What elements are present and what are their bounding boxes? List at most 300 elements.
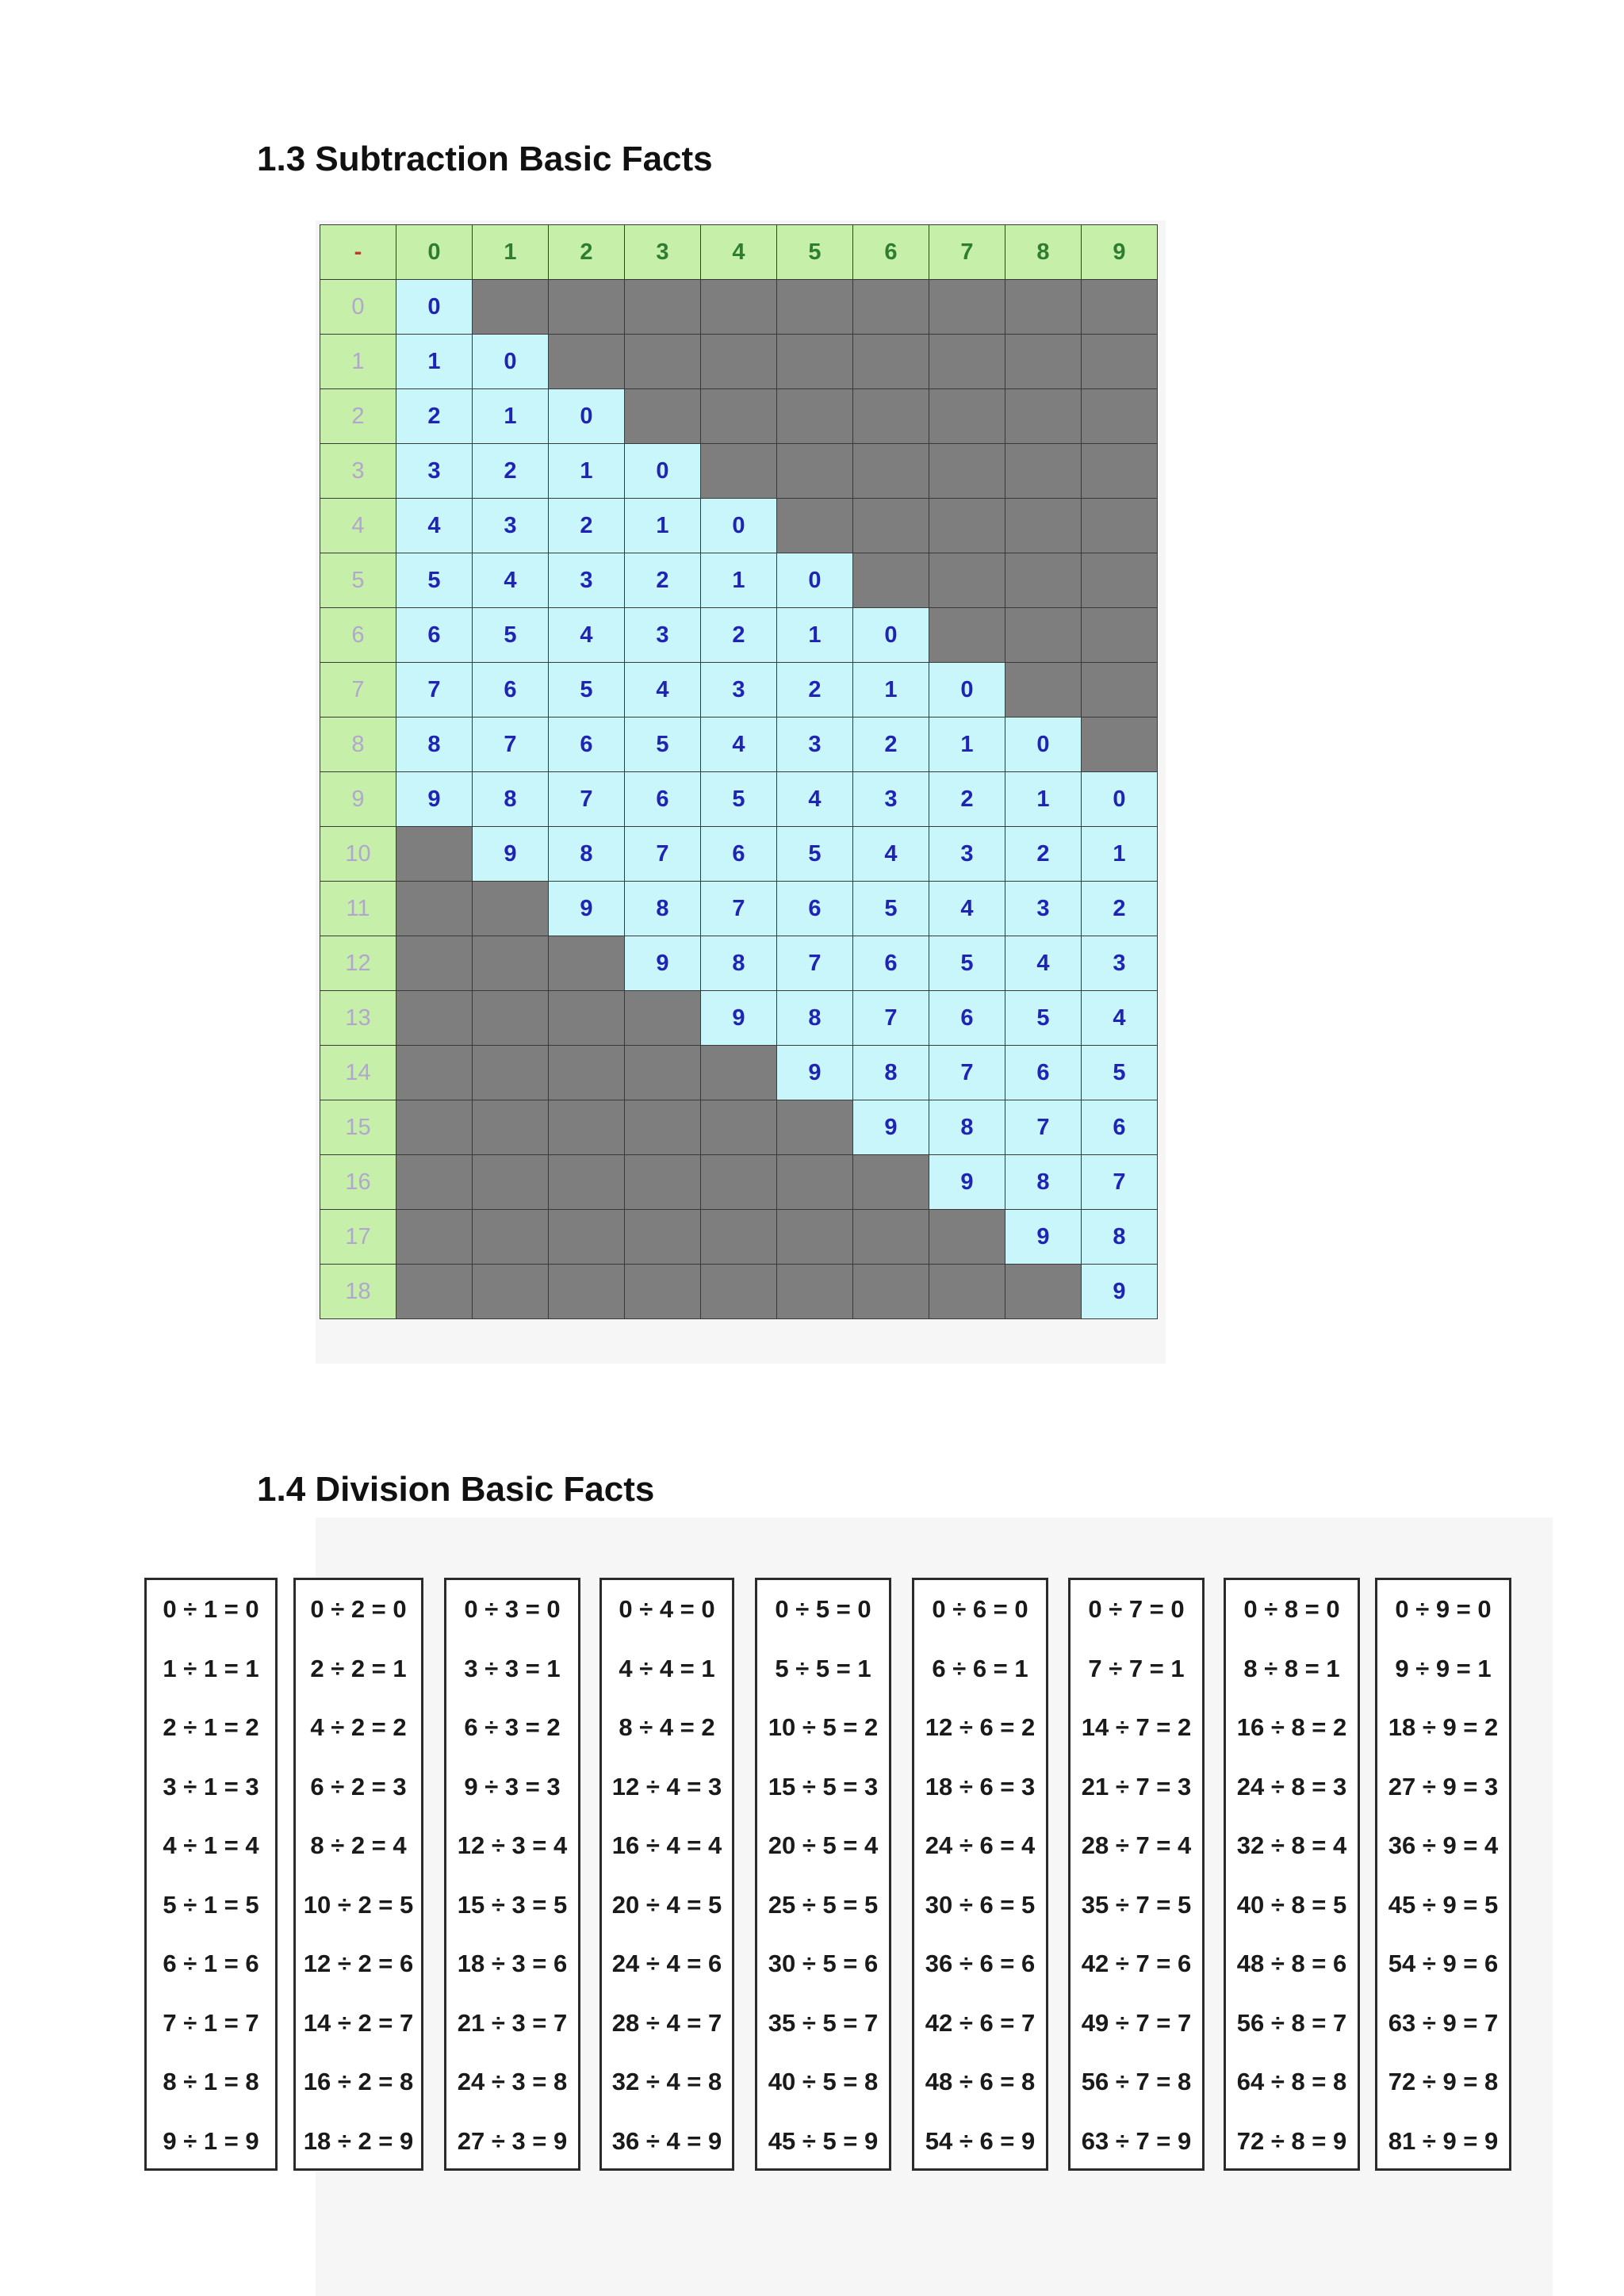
empty-cell — [1005, 335, 1082, 389]
difference-cell: 8 — [473, 772, 549, 827]
division-fact: 18 ÷ 9 = 2 — [1388, 1713, 1499, 1741]
division-fact: 48 ÷ 8 = 6 — [1236, 1950, 1347, 1977]
difference-cell: 6 — [853, 936, 929, 991]
empty-cell — [1005, 553, 1082, 608]
empty-cell — [1005, 444, 1082, 499]
division-fact: 21 ÷ 3 = 7 — [457, 2008, 568, 2037]
division-fact: 24 ÷ 6 = 4 — [925, 1831, 1036, 1859]
empty-cell — [777, 499, 853, 553]
division-fact: 36 ÷ 4 = 9 — [611, 2126, 722, 2155]
subtraction-row — [320, 991, 1158, 1046]
row-header-cell: 4 — [320, 499, 396, 553]
division-fact: 9 ÷ 9 = 1 — [1395, 1654, 1492, 1682]
difference-cell: 8 — [549, 827, 625, 882]
division-fact: 45 ÷ 5 = 9 — [768, 2126, 879, 2155]
difference-cell: 9 — [929, 1155, 1005, 1210]
empty-cell — [853, 1155, 929, 1210]
difference-cell: 6 — [473, 663, 549, 718]
empty-cell — [396, 991, 473, 1046]
division-fact: 42 ÷ 6 = 7 — [925, 2008, 1036, 2037]
empty-cell — [396, 936, 473, 991]
division-fact: 16 ÷ 4 = 4 — [611, 1831, 722, 1859]
empty-cell — [549, 1265, 625, 1319]
row-header-cell: 8 — [320, 718, 396, 772]
difference-cell: 5 — [625, 718, 701, 772]
difference-cell: 0 — [1082, 772, 1158, 827]
difference-cell: 1 — [853, 663, 929, 718]
difference-cell: 8 — [1005, 1155, 1082, 1210]
subtraction-header-row — [320, 225, 1158, 280]
empty-cell — [929, 499, 1005, 553]
difference-cell: 7 — [396, 663, 473, 718]
division-fact-box — [1375, 1578, 1511, 2171]
empty-cell — [625, 991, 701, 1046]
empty-cell — [701, 280, 777, 335]
column-header-cell: 4 — [701, 225, 777, 280]
division-fact: 14 ÷ 2 = 7 — [303, 2008, 414, 2037]
difference-cell: 5 — [853, 882, 929, 936]
division-fact: 0 ÷ 4 = 0 — [619, 1595, 715, 1623]
division-fact: 7 ÷ 7 = 1 — [1088, 1654, 1185, 1682]
difference-cell: 0 — [396, 280, 473, 335]
division-fact: 54 ÷ 6 = 9 — [925, 2126, 1036, 2155]
row-header-cell: 9 — [320, 772, 396, 827]
empty-cell — [396, 1046, 473, 1100]
difference-cell: 6 — [396, 608, 473, 663]
division-fact: 1 ÷ 1 = 1 — [163, 1654, 259, 1682]
row-header-cell: 3 — [320, 444, 396, 499]
difference-cell: 2 — [396, 389, 473, 444]
division-fact: 63 ÷ 9 = 7 — [1388, 2008, 1499, 2037]
empty-cell — [473, 936, 549, 991]
division-fact: 15 ÷ 5 = 3 — [768, 1772, 879, 1800]
difference-cell: 5 — [1005, 991, 1082, 1046]
division-fact: 35 ÷ 7 = 5 — [1081, 1890, 1192, 1919]
empty-cell — [1082, 553, 1158, 608]
difference-cell: 2 — [473, 444, 549, 499]
division-fact: 18 ÷ 2 = 9 — [303, 2126, 414, 2155]
empty-cell — [625, 1100, 701, 1155]
difference-cell: 1 — [625, 499, 701, 553]
subtraction-section-heading: 1.3 Subtraction Basic Facts — [257, 140, 713, 178]
column-header-cell: 0 — [396, 225, 473, 280]
division-fact: 40 ÷ 8 = 5 — [1236, 1890, 1347, 1919]
empty-cell — [929, 280, 1005, 335]
division-fact: 8 ÷ 2 = 4 — [310, 1831, 407, 1859]
empty-cell — [473, 1155, 549, 1210]
empty-cell — [701, 1046, 777, 1100]
difference-cell: 0 — [929, 663, 1005, 718]
empty-cell — [929, 1265, 1005, 1319]
column-header-cell: 5 — [777, 225, 853, 280]
empty-cell — [701, 1210, 777, 1265]
difference-cell: 3 — [1082, 936, 1158, 991]
empty-cell — [1005, 389, 1082, 444]
division-fact: 6 ÷ 3 = 2 — [464, 1713, 561, 1741]
empty-cell — [473, 1210, 549, 1265]
row-header-cell: 6 — [320, 608, 396, 663]
difference-cell: 6 — [625, 772, 701, 827]
empty-cell — [549, 1046, 625, 1100]
empty-cell — [549, 335, 625, 389]
empty-cell — [1005, 499, 1082, 553]
empty-cell — [1005, 1265, 1082, 1319]
division-fact: 72 ÷ 8 = 9 — [1236, 2126, 1347, 2155]
row-header-cell: 2 — [320, 389, 396, 444]
subtraction-row — [320, 772, 1158, 827]
difference-cell: 4 — [929, 882, 1005, 936]
difference-cell: 6 — [929, 991, 1005, 1046]
division-fact: 54 ÷ 9 = 6 — [1388, 1950, 1499, 1977]
row-header-cell: 13 — [320, 991, 396, 1046]
division-fact: 4 ÷ 4 = 1 — [619, 1654, 715, 1682]
subtraction-row — [320, 553, 1158, 608]
difference-cell: 7 — [625, 827, 701, 882]
empty-cell — [473, 1100, 549, 1155]
division-fact: 45 ÷ 9 = 5 — [1388, 1890, 1499, 1919]
empty-cell — [549, 991, 625, 1046]
difference-cell: 7 — [1082, 1155, 1158, 1210]
division-fact: 12 ÷ 3 = 4 — [457, 1831, 568, 1859]
difference-cell: 2 — [853, 718, 929, 772]
division-fact: 14 ÷ 7 = 2 — [1081, 1713, 1192, 1741]
division-fact: 81 ÷ 9 = 9 — [1388, 2126, 1499, 2155]
division-fact: 32 ÷ 4 = 8 — [611, 2068, 722, 2095]
division-fact: 0 ÷ 2 = 0 — [310, 1595, 407, 1623]
subtraction-row — [320, 1155, 1158, 1210]
difference-cell: 9 — [549, 882, 625, 936]
difference-cell: 5 — [701, 772, 777, 827]
difference-cell: 9 — [777, 1046, 853, 1100]
division-fact: 9 ÷ 1 = 9 — [163, 2126, 259, 2155]
difference-cell: 2 — [929, 772, 1005, 827]
row-header-cell: 11 — [320, 882, 396, 936]
difference-cell: 4 — [701, 718, 777, 772]
division-fact: 0 ÷ 6 = 0 — [932, 1595, 1028, 1623]
difference-cell: 9 — [701, 991, 777, 1046]
difference-cell: 7 — [929, 1046, 1005, 1100]
division-fact: 36 ÷ 6 = 6 — [925, 1950, 1036, 1977]
empty-cell — [701, 1100, 777, 1155]
division-fact: 72 ÷ 9 = 8 — [1388, 2068, 1499, 2095]
difference-cell: 5 — [549, 663, 625, 718]
column-header-cell: 2 — [549, 225, 625, 280]
difference-cell: 9 — [1005, 1210, 1082, 1265]
empty-cell — [1082, 389, 1158, 444]
difference-cell: 9 — [625, 936, 701, 991]
difference-cell: 8 — [1082, 1210, 1158, 1265]
empty-cell — [1082, 499, 1158, 553]
empty-cell — [777, 335, 853, 389]
division-fact: 16 ÷ 8 = 2 — [1236, 1713, 1347, 1741]
empty-cell — [853, 1210, 929, 1265]
row-header-cell: 16 — [320, 1155, 396, 1210]
empty-cell — [777, 280, 853, 335]
difference-cell: 8 — [625, 882, 701, 936]
difference-cell: 1 — [396, 335, 473, 389]
division-fact: 3 ÷ 1 = 3 — [163, 1772, 259, 1800]
empty-cell — [396, 827, 473, 882]
difference-cell: 6 — [701, 827, 777, 882]
empty-cell — [853, 444, 929, 499]
division-fact: 24 ÷ 8 = 3 — [1236, 1772, 1347, 1800]
division-fact: 35 ÷ 5 = 7 — [768, 2008, 879, 2037]
empty-cell — [396, 1210, 473, 1265]
division-fact: 0 ÷ 3 = 0 — [464, 1595, 561, 1623]
column-header-cell: 3 — [625, 225, 701, 280]
empty-cell — [625, 335, 701, 389]
division-fact: 5 ÷ 1 = 5 — [163, 1890, 259, 1919]
division-fact: 8 ÷ 8 = 1 — [1243, 1654, 1340, 1682]
difference-cell: 3 — [929, 827, 1005, 882]
division-fact-box — [444, 1578, 580, 2171]
row-header-cell: 14 — [320, 1046, 396, 1100]
difference-cell: 5 — [929, 936, 1005, 991]
division-fact: 0 ÷ 1 = 0 — [163, 1595, 259, 1623]
division-fact: 16 ÷ 2 = 8 — [303, 2068, 414, 2095]
difference-cell: 7 — [701, 882, 777, 936]
row-header-cell: 1 — [320, 335, 396, 389]
difference-cell: 7 — [853, 991, 929, 1046]
division-fact: 9 ÷ 3 = 3 — [464, 1772, 561, 1800]
empty-cell — [1005, 608, 1082, 663]
difference-cell: 2 — [1005, 827, 1082, 882]
difference-cell: 3 — [396, 444, 473, 499]
division-fact-box — [144, 1578, 278, 2171]
empty-cell — [549, 936, 625, 991]
empty-cell — [929, 335, 1005, 389]
division-fact-box — [912, 1578, 1048, 2171]
empty-cell — [1082, 444, 1158, 499]
division-fact: 12 ÷ 4 = 3 — [611, 1772, 722, 1800]
row-header-cell: 15 — [320, 1100, 396, 1155]
difference-cell: 8 — [777, 991, 853, 1046]
difference-cell: 0 — [1005, 718, 1082, 772]
difference-cell: 1 — [777, 608, 853, 663]
division-fact: 15 ÷ 3 = 5 — [457, 1890, 568, 1919]
subtraction-row — [320, 882, 1158, 936]
empty-cell — [929, 389, 1005, 444]
difference-cell: 0 — [777, 553, 853, 608]
empty-cell — [853, 1265, 929, 1319]
empty-cell — [929, 608, 1005, 663]
empty-cell — [1082, 718, 1158, 772]
difference-cell: 1 — [473, 389, 549, 444]
subtraction-row — [320, 827, 1158, 882]
difference-cell: 5 — [1082, 1046, 1158, 1100]
empty-cell — [625, 1210, 701, 1265]
difference-cell: 4 — [625, 663, 701, 718]
difference-cell: 7 — [549, 772, 625, 827]
difference-cell: 5 — [396, 553, 473, 608]
difference-cell: 2 — [777, 663, 853, 718]
division-fact: 28 ÷ 7 = 4 — [1081, 1831, 1192, 1859]
empty-cell — [777, 1265, 853, 1319]
subtraction-row — [320, 499, 1158, 553]
subtraction-facts-table — [320, 224, 1158, 1319]
empty-cell — [701, 1265, 777, 1319]
difference-cell: 8 — [853, 1046, 929, 1100]
difference-cell: 4 — [1082, 991, 1158, 1046]
difference-cell: 6 — [1082, 1100, 1158, 1155]
division-fact: 32 ÷ 8 = 4 — [1236, 1831, 1347, 1859]
empty-cell — [1082, 280, 1158, 335]
difference-cell: 3 — [1005, 882, 1082, 936]
difference-cell: 3 — [853, 772, 929, 827]
division-fact: 0 ÷ 8 = 0 — [1243, 1595, 1340, 1623]
division-fact: 36 ÷ 9 = 4 — [1388, 1831, 1499, 1859]
difference-cell: 7 — [777, 936, 853, 991]
empty-cell — [625, 280, 701, 335]
difference-cell: 2 — [549, 499, 625, 553]
division-fact-box — [599, 1578, 734, 2171]
division-fact: 18 ÷ 6 = 3 — [925, 1772, 1036, 1800]
empty-cell — [396, 1155, 473, 1210]
difference-cell: 2 — [701, 608, 777, 663]
difference-cell: 1 — [701, 553, 777, 608]
division-fact: 64 ÷ 8 = 8 — [1236, 2068, 1347, 2095]
division-fact: 63 ÷ 7 = 9 — [1081, 2126, 1192, 2155]
difference-cell: 7 — [473, 718, 549, 772]
empty-cell — [777, 1210, 853, 1265]
empty-cell — [1082, 335, 1158, 389]
empty-cell — [777, 1100, 853, 1155]
division-fact: 42 ÷ 7 = 6 — [1081, 1950, 1192, 1977]
empty-cell — [853, 335, 929, 389]
difference-cell: 4 — [396, 499, 473, 553]
column-header-cell: 9 — [1082, 225, 1158, 280]
division-fact: 0 ÷ 5 = 0 — [775, 1595, 871, 1623]
empty-cell — [396, 1100, 473, 1155]
division-fact: 6 ÷ 6 = 1 — [932, 1654, 1028, 1682]
difference-cell: 3 — [549, 553, 625, 608]
empty-cell — [1005, 663, 1082, 718]
subtraction-row — [320, 1100, 1158, 1155]
empty-cell — [625, 389, 701, 444]
empty-cell — [929, 1210, 1005, 1265]
difference-cell: 8 — [396, 718, 473, 772]
difference-cell: 9 — [396, 772, 473, 827]
subtraction-row — [320, 608, 1158, 663]
empty-cell — [929, 553, 1005, 608]
division-fact: 49 ÷ 7 = 7 — [1081, 2008, 1192, 2037]
difference-cell: 2 — [625, 553, 701, 608]
difference-cell: 0 — [701, 499, 777, 553]
division-fact: 21 ÷ 7 = 3 — [1081, 1772, 1192, 1800]
column-header-cell: 1 — [473, 225, 549, 280]
subtraction-row — [320, 1046, 1158, 1100]
subtraction-corner-cell: - — [320, 225, 396, 280]
empty-cell — [396, 1265, 473, 1319]
empty-cell — [777, 444, 853, 499]
division-fact: 27 ÷ 9 = 3 — [1388, 1772, 1499, 1800]
division-fact: 6 ÷ 1 = 6 — [163, 1950, 259, 1977]
difference-cell: 7 — [1005, 1100, 1082, 1155]
difference-cell: 9 — [1082, 1265, 1158, 1319]
subtraction-row — [320, 444, 1158, 499]
difference-cell: 3 — [625, 608, 701, 663]
division-fact-box — [293, 1578, 423, 2171]
empty-cell — [853, 389, 929, 444]
division-fact: 12 ÷ 2 = 6 — [303, 1950, 414, 1977]
division-fact: 24 ÷ 4 = 6 — [611, 1950, 722, 1977]
division-fact-box — [1068, 1578, 1205, 2171]
difference-cell: 3 — [701, 663, 777, 718]
division-fact-box — [755, 1578, 891, 2171]
column-header-cell: 7 — [929, 225, 1005, 280]
empty-cell — [396, 882, 473, 936]
empty-cell — [473, 280, 549, 335]
difference-cell: 4 — [1005, 936, 1082, 991]
division-fact-box — [1224, 1578, 1360, 2171]
difference-cell: 8 — [929, 1100, 1005, 1155]
empty-cell — [701, 335, 777, 389]
subtraction-row — [320, 335, 1158, 389]
difference-cell: 0 — [625, 444, 701, 499]
division-fact: 20 ÷ 5 = 4 — [768, 1831, 879, 1859]
division-fact: 24 ÷ 3 = 8 — [457, 2068, 568, 2095]
column-header-cell: 8 — [1005, 225, 1082, 280]
empty-cell — [1082, 608, 1158, 663]
column-header-cell: 6 — [853, 225, 929, 280]
row-header-cell: 7 — [320, 663, 396, 718]
division-fact: 10 ÷ 5 = 2 — [768, 1713, 879, 1741]
division-fact: 8 ÷ 4 = 2 — [619, 1713, 715, 1741]
subtraction-row — [320, 280, 1158, 335]
difference-cell: 6 — [1005, 1046, 1082, 1100]
difference-cell: 0 — [473, 335, 549, 389]
empty-cell — [853, 280, 929, 335]
subtraction-row — [320, 718, 1158, 772]
difference-cell: 3 — [777, 718, 853, 772]
division-fact: 2 ÷ 1 = 2 — [163, 1713, 259, 1741]
row-header-cell: 10 — [320, 827, 396, 882]
empty-cell — [625, 1046, 701, 1100]
division-fact: 3 ÷ 3 = 1 — [464, 1654, 561, 1682]
division-fact: 7 ÷ 1 = 7 — [163, 2008, 259, 2037]
division-fact: 5 ÷ 5 = 1 — [775, 1654, 871, 1682]
empty-cell — [473, 882, 549, 936]
difference-cell: 8 — [701, 936, 777, 991]
empty-cell — [473, 1046, 549, 1100]
empty-cell — [1082, 663, 1158, 718]
empty-cell — [549, 280, 625, 335]
division-fact: 48 ÷ 6 = 8 — [925, 2068, 1036, 2095]
difference-cell: 4 — [473, 553, 549, 608]
division-fact: 56 ÷ 8 = 7 — [1236, 2008, 1347, 2037]
difference-cell: 1 — [1005, 772, 1082, 827]
division-fact: 8 ÷ 1 = 8 — [163, 2068, 259, 2095]
empty-cell — [929, 444, 1005, 499]
division-fact: 10 ÷ 2 = 5 — [303, 1890, 414, 1919]
difference-cell: 9 — [853, 1100, 929, 1155]
difference-cell: 1 — [549, 444, 625, 499]
difference-cell: 4 — [549, 608, 625, 663]
subtraction-row — [320, 1210, 1158, 1265]
difference-cell: 5 — [473, 608, 549, 663]
difference-cell: 2 — [1082, 882, 1158, 936]
row-header-cell: 17 — [320, 1210, 396, 1265]
empty-cell — [701, 1155, 777, 1210]
difference-cell: 4 — [777, 772, 853, 827]
empty-cell — [1005, 280, 1082, 335]
difference-cell: 0 — [853, 608, 929, 663]
empty-cell — [777, 389, 853, 444]
division-fact: 27 ÷ 3 = 9 — [457, 2126, 568, 2155]
empty-cell — [777, 1155, 853, 1210]
difference-cell: 5 — [777, 827, 853, 882]
row-header-cell: 0 — [320, 280, 396, 335]
